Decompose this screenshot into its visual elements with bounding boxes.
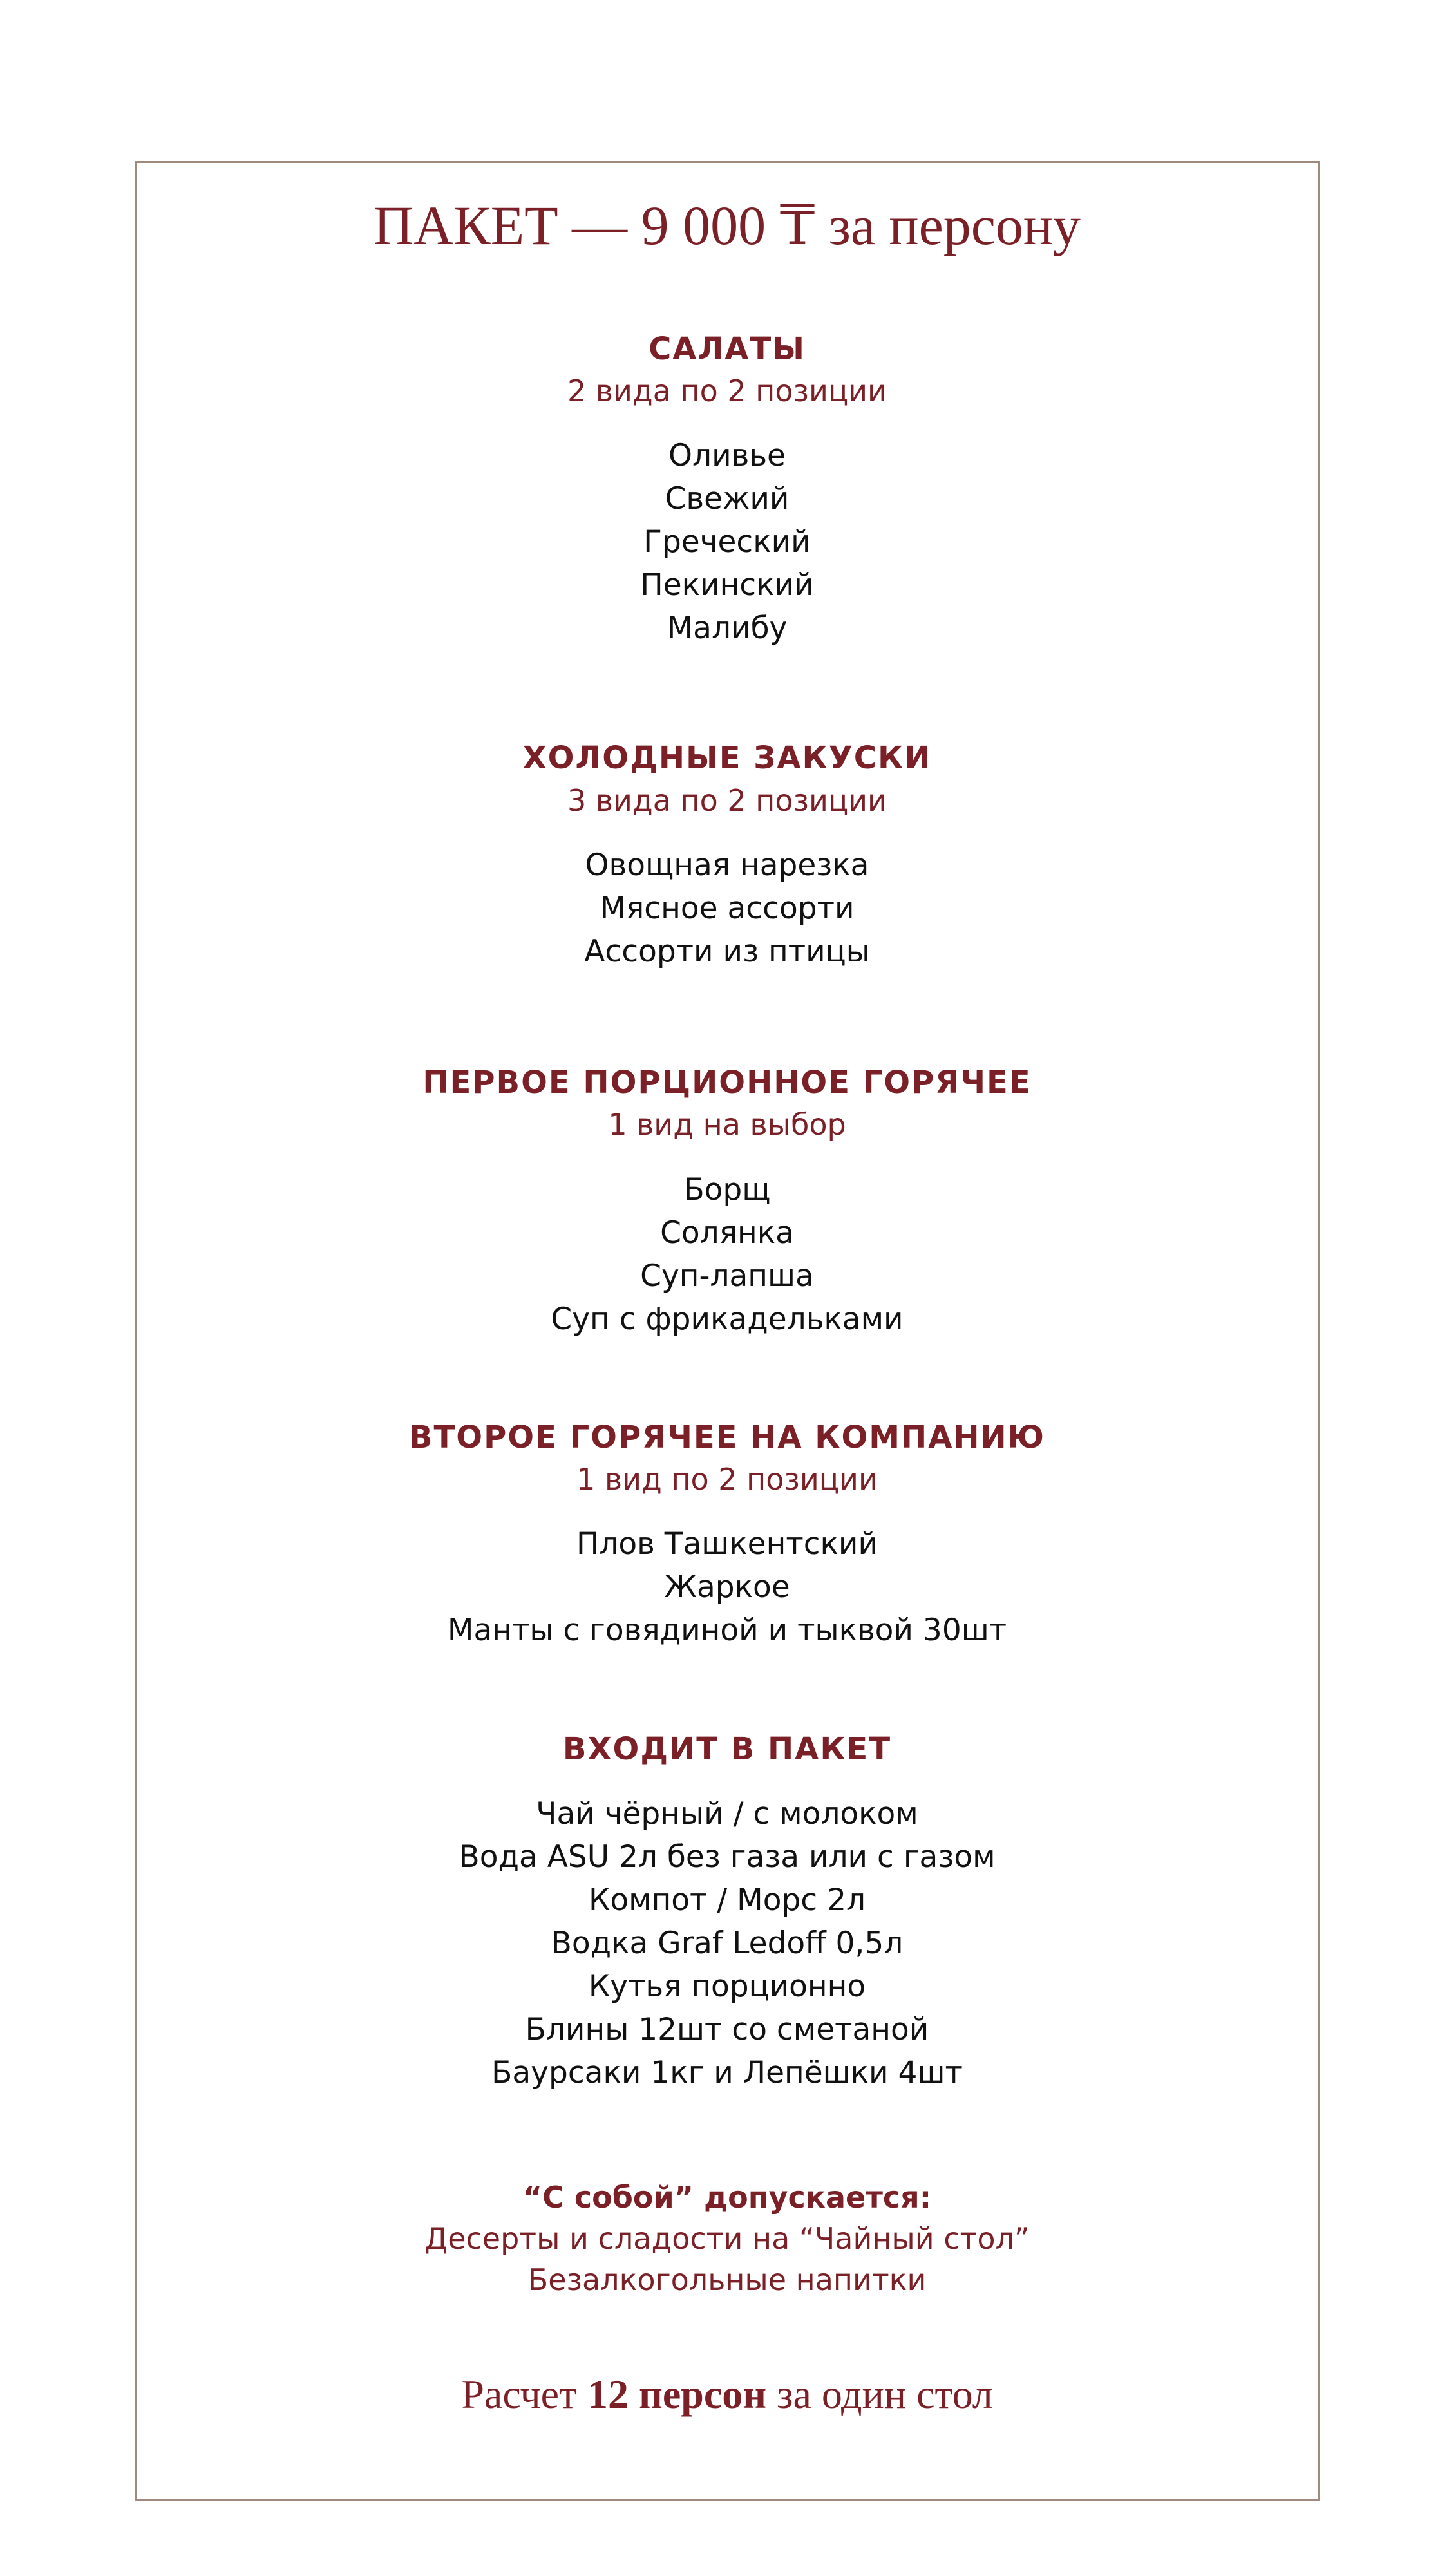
- section-heading-included: ВХОДИТ В ПАКЕТ: [562, 1731, 892, 1767]
- list-item: Мясное ассорти: [600, 891, 855, 926]
- list-item: Греческий: [643, 524, 811, 560]
- section-subheading-main-course: 1 вид по 2 позиции: [576, 1462, 878, 1497]
- page-title: ПАКЕТ — 9 000 ₸ за персону: [374, 194, 1081, 256]
- list-item: Водка Graf Ledoff 0,5л: [551, 1926, 904, 1961]
- list-item: Жаркое: [664, 1569, 790, 1605]
- note-heading: “С собой” допускается:: [522, 2180, 932, 2215]
- section-heading-main-course: ВТОРОЕ ГОРЯЧЕЕ НА КОМПАНИЮ: [408, 1419, 1046, 1455]
- list-item: Манты с говядиной и тыквой 30шт: [447, 1613, 1007, 1648]
- note-line: Безалкогольные напитки: [527, 2262, 927, 2297]
- list-item: Вода ASU 2л без газа или с газом: [459, 1839, 996, 1875]
- list-item: Блины 12шт со сметаной: [525, 2012, 929, 2047]
- section-heading-cold-appetizers: ХОЛОДНЫЕ ЗАКУСКИ: [522, 740, 932, 776]
- list-item: Плов Ташкентский: [576, 1526, 878, 1562]
- section-heading-salads: САЛАТЫ: [649, 331, 806, 367]
- note-line: Десерты и сладости на “Чайный стол”: [424, 2221, 1030, 2256]
- list-item: Солянка: [660, 1215, 794, 1251]
- list-item: Чай чёрный / с молоком: [536, 1796, 918, 1832]
- footer-text: [135, 2365, 1320, 2423]
- section-heading-first-course: ПЕРВОЕ ПОРЦИОННОЕ ГОРЯЧЕЕ: [422, 1065, 1032, 1101]
- list-item: Компот / Морс 2л: [588, 1882, 866, 1918]
- list-item: Борщ: [683, 1172, 771, 1208]
- list-item: Суп-лапша: [640, 1258, 814, 1294]
- list-item: Малибу: [667, 611, 788, 646]
- list-item: Овощная нарезка: [585, 848, 869, 883]
- list-item: Свежий: [665, 481, 790, 516]
- list-item: Суп с фрикадельками: [551, 1302, 904, 1337]
- list-item: Ассорти из птицы: [584, 934, 870, 969]
- footer-suffix: за один стол: [766, 2371, 993, 2417]
- list-item: Баурсаки 1кг и Лепёшки 4шт: [491, 2055, 963, 2090]
- section-subheading-cold-appetizers: 3 вида по 2 позиции: [567, 783, 887, 818]
- section-subheading-salads: 2 вида по 2 позиции: [567, 374, 887, 408]
- footer-prefix: Расчет: [461, 2371, 587, 2417]
- list-item: Кутья порционно: [588, 1969, 866, 2004]
- footer-persons-count: 12 персон: [587, 2371, 767, 2417]
- section-subheading-first-course: 1 вид на выбор: [608, 1107, 846, 1142]
- list-item: Пекинский: [640, 567, 814, 603]
- list-item: Оливье: [668, 438, 786, 473]
